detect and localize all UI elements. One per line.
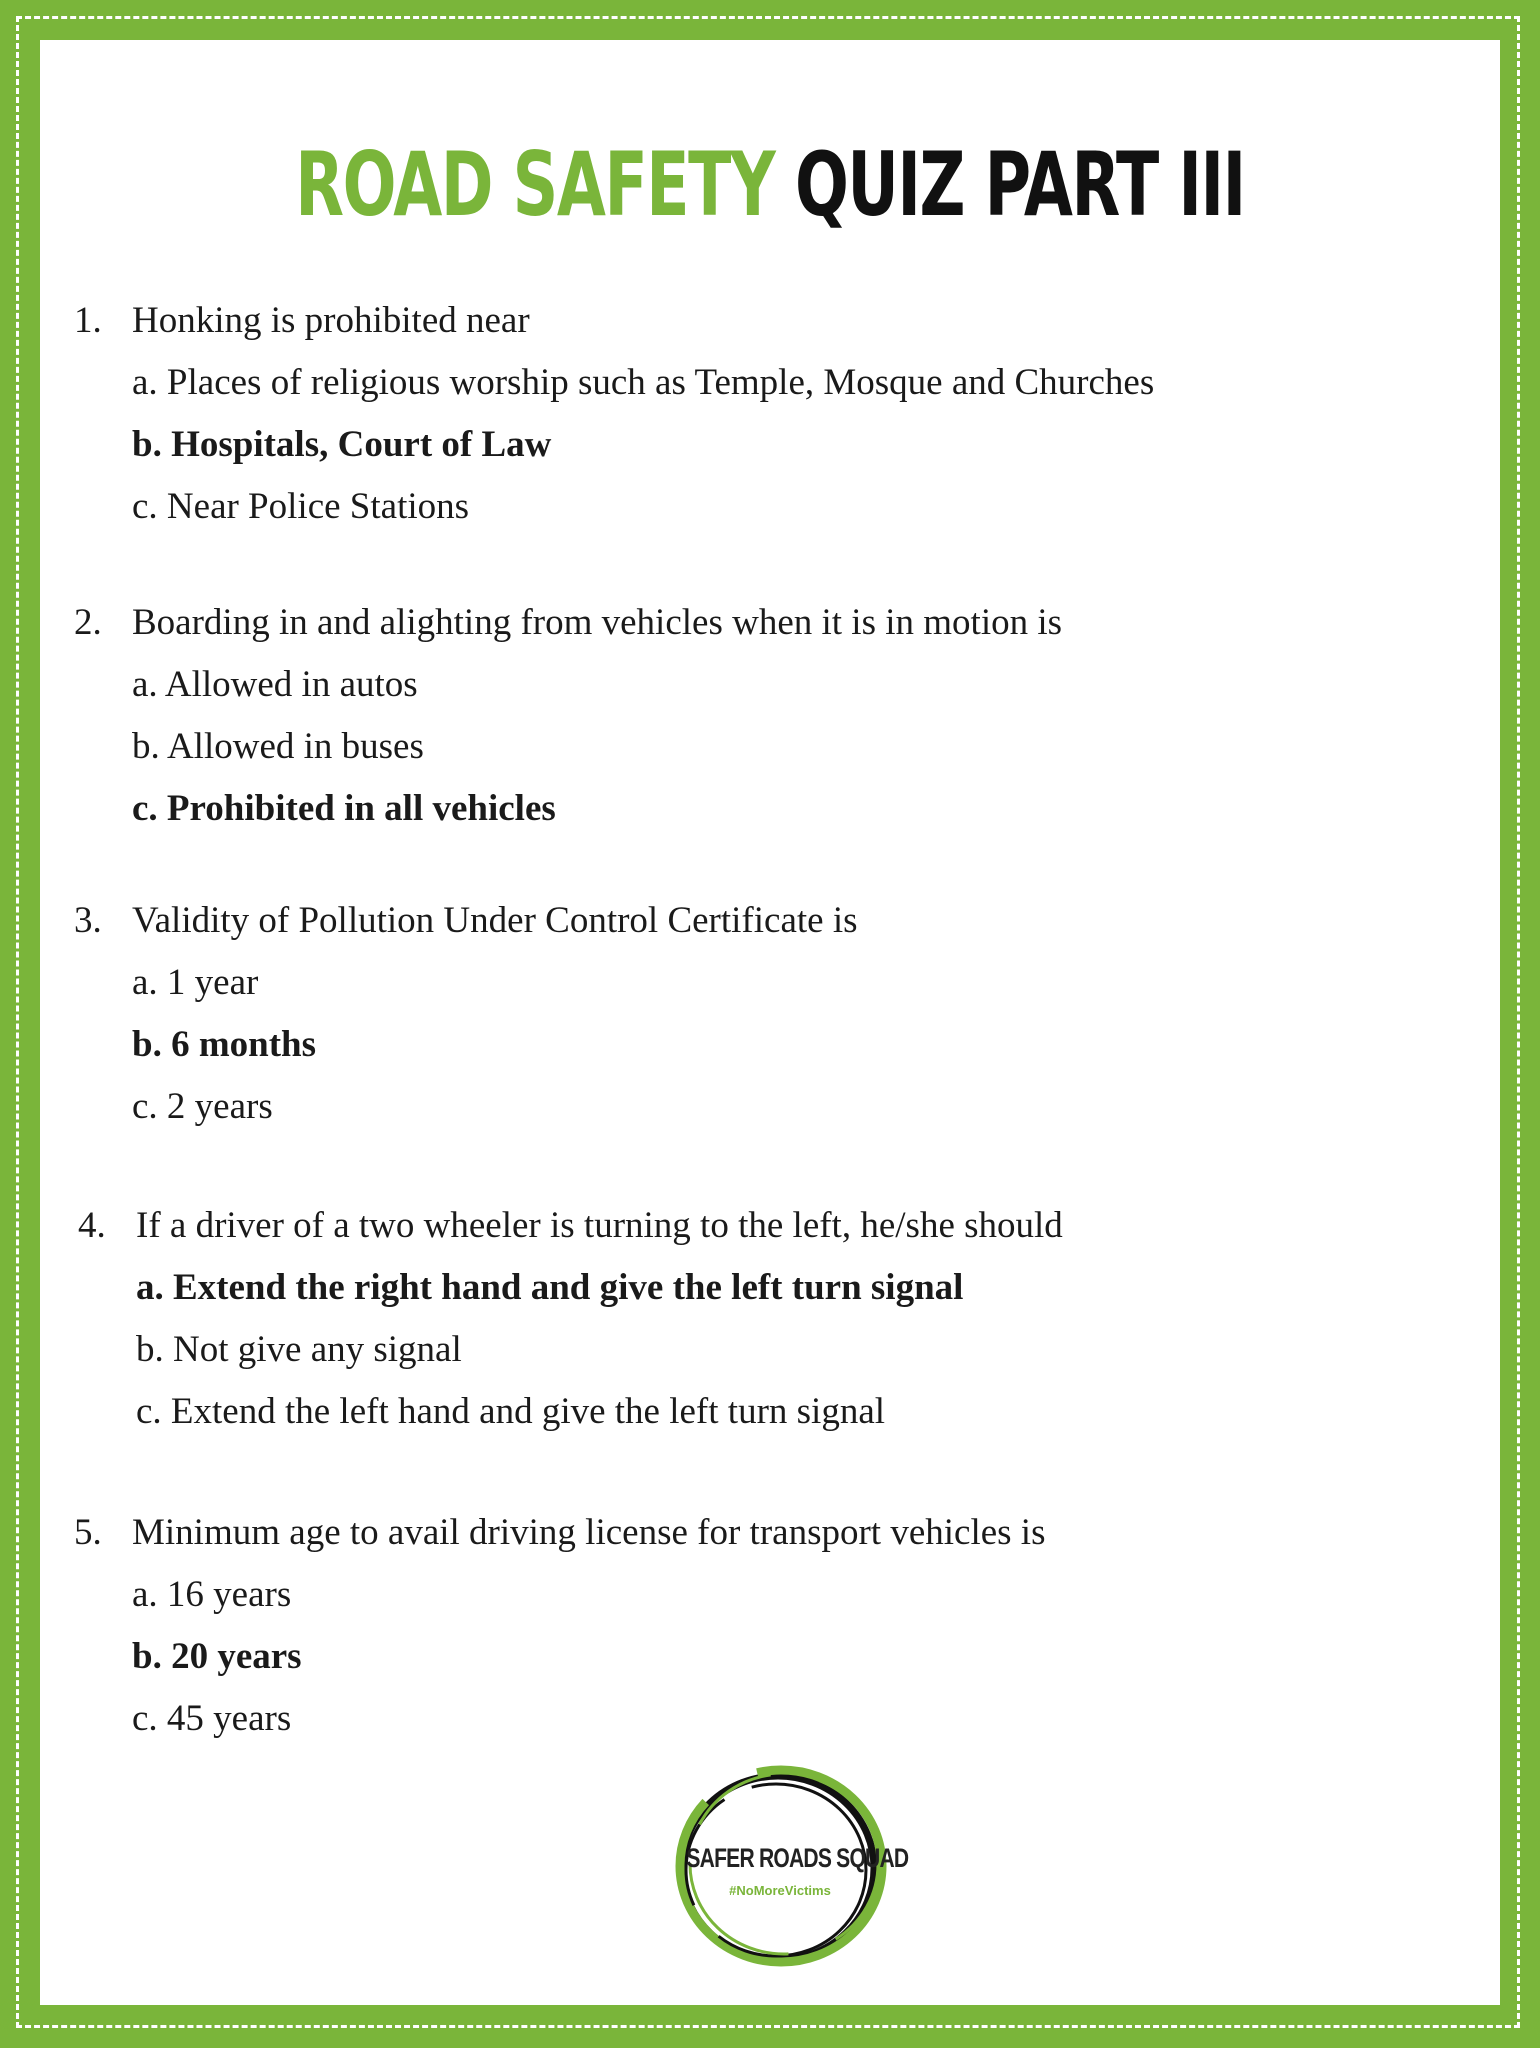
- question-text: Honking is prohibited near: [132, 300, 530, 341]
- question-5: [74, 1502, 1045, 1750]
- option-b-correct: b. 20 years: [132, 1636, 302, 1677]
- option-b: b. Allowed in buses: [132, 726, 424, 767]
- question-number: 4.: [78, 1205, 106, 1246]
- question-text: If a driver of a two wheeler is turning to the left, he/she should: [136, 1205, 1063, 1246]
- option-a: a. 16 years: [132, 1574, 292, 1615]
- quiz-card: [40, 40, 1500, 2005]
- option-c: c. 2 years: [132, 1086, 273, 1127]
- option-c-correct: c. Prohibited in all vehicles: [132, 788, 556, 829]
- safer-roads-squad-logo: [660, 1758, 909, 1978]
- option-a: a. Allowed in autos: [132, 664, 418, 705]
- title-green-part: ROAD SAFETY: [295, 133, 775, 236]
- option-a: a. Places of religious worship such as Temple, Mosque and Churches: [132, 362, 1155, 403]
- question-number: 2.: [74, 602, 102, 643]
- page-title: [244, 135, 1295, 235]
- question-text: Validity of Pollution Under Control Certificate is: [132, 900, 858, 941]
- title-black-part: QUIZ PART III: [794, 133, 1245, 236]
- question-number: 5.: [74, 1512, 102, 1553]
- question-number: 3.: [74, 900, 102, 941]
- option-a-correct: a. Extend the right hand and give the left turn signal: [136, 1267, 964, 1308]
- question-text: Boarding in and alighting from vehicles when it is in motion is: [132, 602, 1063, 643]
- option-c: c. Near Police Stations: [132, 486, 470, 527]
- logo-name: SAFER ROADS SQUAD: [686, 1843, 909, 1873]
- option-b-correct: b. Hospitals, Court of Law: [132, 424, 552, 465]
- question-text: Minimum age to avail driving license for transport vehicles is: [132, 1512, 1046, 1553]
- logo-hashtag: #NoMoreVictims: [729, 1883, 831, 1898]
- question-1: [74, 290, 1154, 538]
- option-c: c. Extend the left hand and give the left turn signal: [136, 1391, 886, 1432]
- question-number: 1.: [74, 300, 102, 341]
- option-b: b. Not give any signal: [136, 1329, 462, 1370]
- option-b-correct: b. 6 months: [132, 1024, 317, 1065]
- option-c: c. 45 years: [132, 1698, 292, 1739]
- question-2: [74, 592, 1062, 840]
- option-a: a. 1 year: [132, 962, 259, 1003]
- question-3: [74, 890, 858, 1138]
- question-4: [78, 1195, 1063, 1443]
